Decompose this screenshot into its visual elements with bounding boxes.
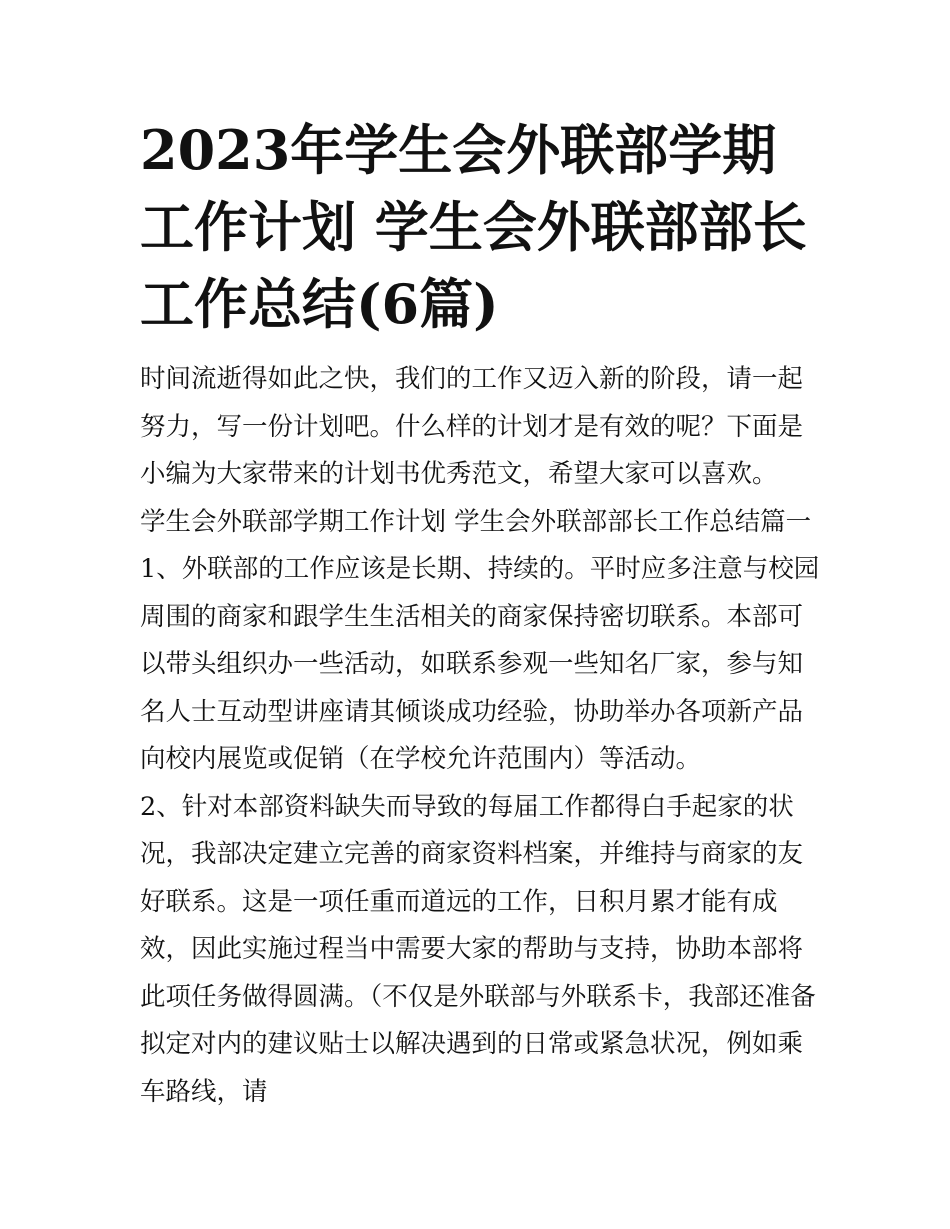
item-2-paragraph: 2、针对本部资料缺失而导致的每届工作都得白手起家的状况，我部决定建立完善的商家资料档案，并维持与商家的友好联系。这是一项任重而道远的工作，日积月累才能有成效，因此实施过程当中需要大家的帮助与支持，协助本部将此项任务做得圆满。（不仅是外联部与外联系卡，我部还准备拟定对内的建议贴士以解决遇到的日常或紧急状况，例如乘车路线，请 (140, 791, 816, 1107)
item-1-paragraph: 1、外联部的工作应该是长期、持续的。平时应多注意与校园周围的商家和跟学生生活相关的商家保持密切联系。本部可以带头组织办一些活动，如联系参观一些知名厂家，参与知名人士互动型讲座请其倾谈成功经验，协助举办各项新产品向校内展览或促销（在学校允许范围内）等活动。 (140, 554, 820, 774)
document-title: 2023年学生会外联部学期工作计划 学生会外联部部长工作总结(6篇) (140, 118, 807, 336)
document-body (140, 356, 820, 1116)
section-heading: 学生会外联部学期工作计划 学生会外联部部长工作总结篇一 (140, 506, 812, 537)
intro-paragraph: 时间流逝得如此之快，我们的工作又迈入新的阶段，请一起努力，写一份计划吧。什么样的计划才是有效的呢？下面是小编为大家带来的计划书优秀范文，希望大家可以喜欢。 (140, 364, 804, 489)
